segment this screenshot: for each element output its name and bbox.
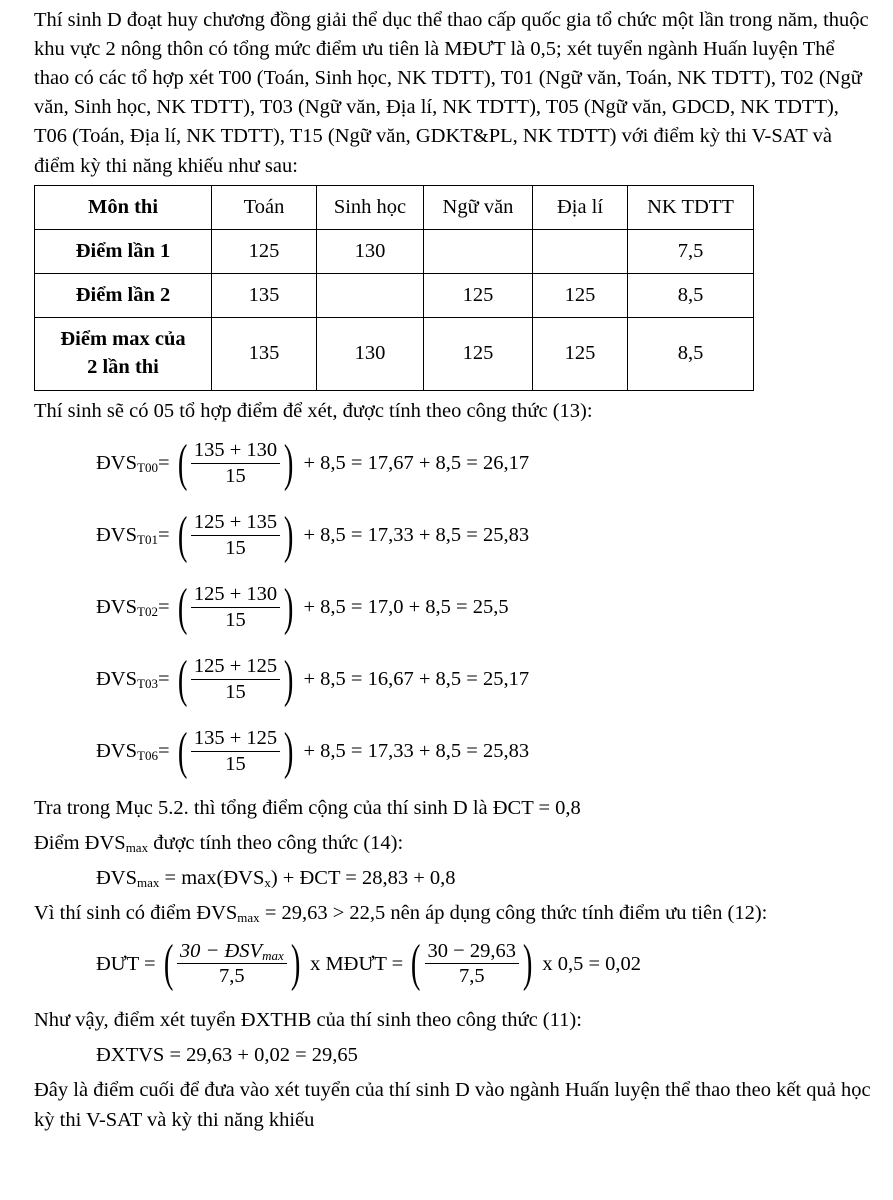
table-row — [35, 229, 754, 273]
fraction-group: ( $\frac{30 - 29,63}{7,5}$ ) — [411, 935, 533, 993]
equation-t00 — [96, 428, 872, 500]
equation-t02 — [96, 572, 872, 644]
equation-lhs: $ĐVS_{T00}=$ — [96, 452, 170, 476]
fraction-numerator: 30 − 29,63 — [425, 939, 519, 965]
table-cell: 135 — [212, 273, 317, 317]
table-cell: 135 — [212, 317, 317, 390]
equation-result: + 8,5 = 16,67 + 8,5 = 25,17 — [303, 668, 530, 691]
equation-lhs: ĐƯT = — [96, 952, 156, 975]
table-row — [35, 273, 754, 317]
equation-result: + 8,5 = 17,33 + 8,5 = 25,83 — [303, 524, 530, 547]
equation-result: + 8,5 = 17,33 + 8,5 = 25,83 — [303, 740, 530, 763]
header-sinh-hoc: Sinh học — [317, 185, 424, 229]
equation-lhs: $ĐVS_{T06}=$ — [96, 740, 170, 764]
fraction-numerator: 125 + 130 — [191, 582, 280, 608]
fraction-group: ( $\frac{125 + 125}{15}$ ) — [177, 650, 294, 708]
document-page — [34, 6, 872, 1135]
fraction-denominator: 7,5 — [219, 965, 245, 988]
table-cell: 125 — [424, 273, 533, 317]
fraction-group: ( $\frac{125 + 135}{15}$ ) — [177, 506, 294, 564]
combo-line: Thí sinh sẽ có 05 tổ hợp điểm để xét, được tính theo công thức (13): — [34, 399, 593, 422]
equation-result: x 0,5 = 0,02 — [542, 952, 641, 975]
fraction-group: ( $\frac{135 + 130}{15}$ ) — [177, 434, 294, 492]
table-cell: 125 — [533, 317, 628, 390]
fraction-numerator: $30 - ĐSV_{max}$ — [177, 939, 287, 965]
priority-equation — [96, 928, 872, 1000]
fraction-denominator: 15 — [225, 680, 246, 703]
fraction-numerator: 135 + 125 — [191, 726, 280, 752]
equation-middle: x MĐƯT = — [310, 952, 404, 975]
table-cell: 125 — [424, 317, 533, 390]
fraction-denominator: 15 — [225, 464, 246, 487]
table-cell: 7,5 — [628, 229, 754, 273]
equation-lhs: $ĐVS_{T02}=$ — [96, 596, 170, 620]
header-mon-thi: Môn thi — [35, 185, 212, 229]
fraction-denominator: 15 — [225, 608, 246, 631]
table-cell — [424, 229, 533, 273]
dct-line: Tra trong Mục 5.2. thì tổng điểm cộng của thí sinh D là ĐCT = 0,8 — [34, 796, 581, 819]
table-cell: 125 — [533, 273, 628, 317]
fraction-numerator: 135 + 130 — [191, 438, 280, 464]
fraction-numerator: 125 + 125 — [191, 654, 280, 680]
table-cell: 8,5 — [628, 273, 754, 317]
fraction-group: ( $\frac{125 + 130}{15}$ ) — [177, 578, 294, 636]
table-header-row — [35, 185, 754, 229]
final-intro-line: Như vậy, điểm xét tuyển ĐXTHB của thí sinh theo công thức (11): — [34, 1009, 582, 1032]
equation-lhs: $ĐVS_{T01}=$ — [96, 524, 170, 548]
intro-paragraph: Thí sinh D đoạt huy chương đồng giải thể dục thể thao cấp quốc gia tổ chức một lần trong năm, thuộc khu vực 2 nông thôn có tổng mức điểm ưu tiên là MĐƯT là 0,5; xét tuyển ngành Huấn luyện Thể thao có các tổ hợp xét T00 (Toán, Sinh học, NK TDTT), T01 (Ngữ văn, Toán, NK TDTT), T02 (Ngữ văn, Sinh học, NK TDTT), T03 (Ngữ văn, Địa lí, NK TDTT), T05 (Ngữ văn, GDCD, NK TDTT), T06 (Toán, Địa lí, NK TDTT), T15 (Ngữ văn, GDKT&PL, NK TDTT) với điểm kỳ thi V-SAT và điểm kỳ thi năng khiếu như sau: — [34, 9, 869, 177]
fraction-denominator: 15 — [225, 536, 246, 559]
max-equation: $ĐVS_{max}$ = $\max(ĐVS_x)$ + ĐCT = 28,83 + 0,8 — [96, 866, 456, 890]
final-equation: ĐXTVS = 29,63 + 0,02 = 29,65 — [96, 1044, 358, 1067]
equation-lhs: $ĐVS_{T03}=$ — [96, 668, 170, 692]
header-nk-tdtt: NK TDTT — [628, 185, 754, 229]
fraction-denominator: 15 — [225, 752, 246, 775]
table-cell: 130 — [317, 229, 424, 273]
row-label — [35, 317, 212, 390]
table-cell: 125 — [212, 229, 317, 273]
header-dia-li: Địa lí — [533, 185, 628, 229]
fraction-group: ( $\frac{30 - ĐSV_{max}}{7,5}$ ) — [163, 935, 301, 993]
row-label: Điểm lần 1 — [35, 229, 212, 273]
fraction-numerator: 125 + 135 — [191, 510, 280, 536]
conclusion-paragraph: Đây là điểm cuối để đưa vào xét tuyển của thí sinh D vào ngành Huấn luyện thể thao theo kết quả học kỳ thi V-SAT và kỳ thi năng khiếu — [34, 1079, 871, 1131]
table-cell — [533, 229, 628, 273]
equation-t03 — [96, 644, 872, 716]
table-row — [35, 317, 754, 390]
row-label: Điểm lần 2 — [35, 273, 212, 317]
table-cell: 8,5 — [628, 317, 754, 390]
equation-t06 — [96, 716, 872, 788]
row-label-line1: Điểm max của — [60, 327, 186, 350]
equation-result: + 8,5 = 17,0 + 8,5 = 25,5 — [303, 596, 509, 619]
max-intro-line: Điểm $ĐVS_{max}$ được tính theo công thức (14): — [34, 831, 404, 855]
fraction-denominator: 7,5 — [458, 965, 485, 988]
since-line: Vì thí sinh có điểm $ĐVS_{max} = 29,63 > 22,5$ nên áp dụng công thức tính điểm ưu tiên (12): — [34, 902, 768, 926]
score-table — [34, 185, 754, 391]
header-toan: Toán — [212, 185, 317, 229]
header-ngu-van: Ngữ văn — [424, 185, 533, 229]
row-label-line2: 2 lần thi — [87, 355, 159, 378]
equation-t01 — [96, 500, 872, 572]
table-cell: 130 — [317, 317, 424, 390]
equation-list — [34, 428, 872, 788]
table-cell — [317, 273, 424, 317]
equation-result: + 8,5 = 17,67 + 8,5 = 26,17 — [303, 452, 530, 475]
fraction-group: ( $\frac{135 + 125}{15}$ ) — [177, 722, 294, 780]
